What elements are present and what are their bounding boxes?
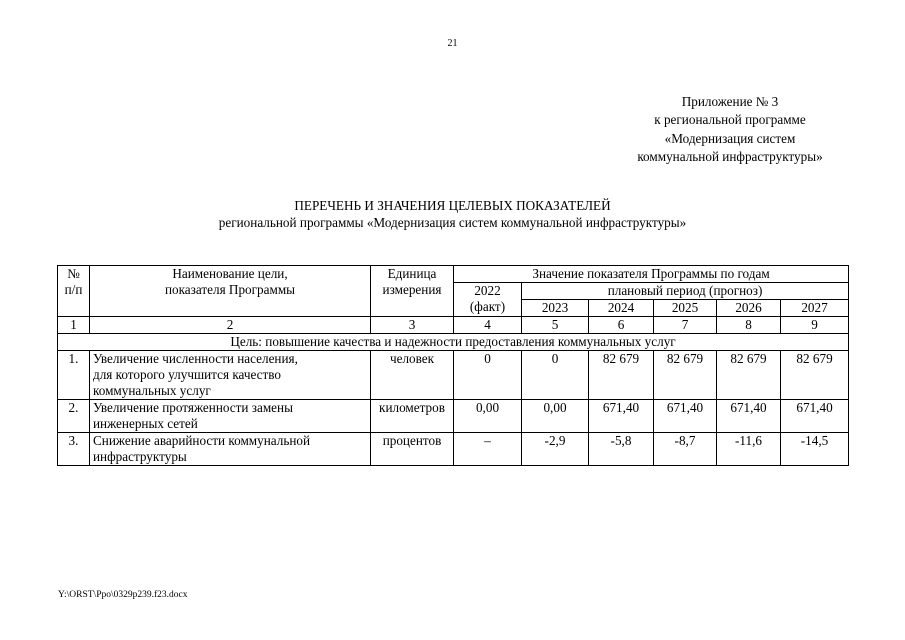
header-year: 2024 xyxy=(589,300,654,317)
appendix-line-2: к региональной программе xyxy=(654,112,806,128)
value-cell: 671,40 xyxy=(589,400,654,433)
page-number: 21 xyxy=(447,38,458,49)
value-cell: -5,8 xyxy=(589,433,654,466)
indicator-name: Снижение аварийности коммунальной инфраструктуры xyxy=(90,433,371,466)
document-title xyxy=(0,197,905,231)
column-number: 5 xyxy=(522,317,589,334)
indicator-name: Увеличение численности населения, для которого улучшится качество коммунальных услуг xyxy=(90,351,371,400)
table-row xyxy=(58,433,849,466)
column-number: 6 xyxy=(589,317,654,334)
header-name: Наименование цели, показателя Программы xyxy=(90,266,371,317)
goal-row xyxy=(58,334,849,351)
goal-cell: Цель: повышение качества и надежности предоставления коммунальных услуг xyxy=(58,334,849,351)
indicator-unit: процентов xyxy=(371,433,454,466)
document-title-main: ПЕРЕЧЕНЬ И ЗНАЧЕНИЯ ЦЕЛЕВЫХ ПОКАЗАТЕЛЕЙ xyxy=(294,198,611,213)
header-number: № п/п xyxy=(58,266,90,317)
header-fact-year: 2022 (факт) xyxy=(454,283,522,317)
column-number: 3 xyxy=(371,317,454,334)
appendix-line-4: коммунальной инфраструктуры» xyxy=(637,149,823,165)
value-cell: 82 679 xyxy=(717,351,781,400)
header-row-1 xyxy=(58,266,849,283)
document-title-sub: региональной программы «Модернизация систем коммунальной инфраструктуры» xyxy=(218,215,687,230)
value-cell: 0 xyxy=(522,351,589,400)
value-cell: -11,6 xyxy=(717,433,781,466)
indicator-name: Увеличение протяженности замены инженерных сетей xyxy=(90,400,371,433)
table-row xyxy=(58,351,849,400)
value-cell: – xyxy=(454,433,522,466)
value-cell: 82 679 xyxy=(781,351,849,400)
header-year: 2026 xyxy=(717,300,781,317)
table-row xyxy=(58,400,849,433)
header-year: 2025 xyxy=(654,300,717,317)
appendix-line-3: «Модернизация систем xyxy=(664,130,796,146)
column-numbers-row xyxy=(58,317,849,334)
header-planned-period: плановый период (прогноз) xyxy=(522,283,849,300)
value-cell: -2,9 xyxy=(522,433,589,466)
header-unit: Единица измерения xyxy=(371,266,454,317)
value-cell: 671,40 xyxy=(717,400,781,433)
value-cell: 82 679 xyxy=(654,351,717,400)
value-cell: 82 679 xyxy=(589,351,654,400)
column-number: 1 xyxy=(58,317,90,334)
column-number: 4 xyxy=(454,317,522,334)
header-year: 2023 xyxy=(522,300,589,317)
value-cell: -14,5 xyxy=(781,433,849,466)
file-path-footer: Y:\ORST\Ppo\0329p239.f23.docx xyxy=(58,590,188,600)
column-number: 2 xyxy=(90,317,371,334)
value-cell: 671,40 xyxy=(781,400,849,433)
row-number: 3. xyxy=(58,433,90,466)
column-number: 8 xyxy=(717,317,781,334)
row-number: 1. xyxy=(58,351,90,400)
indicators-table xyxy=(57,265,849,466)
column-number: 9 xyxy=(781,317,849,334)
value-cell: 0,00 xyxy=(522,400,589,433)
value-cell: 0,00 xyxy=(454,400,522,433)
indicator-unit: километров xyxy=(371,400,454,433)
row-number: 2. xyxy=(58,400,90,433)
header-year: 2027 xyxy=(781,300,849,317)
value-cell: 0 xyxy=(454,351,522,400)
indicator-unit: человек xyxy=(371,351,454,400)
value-cell: -8,7 xyxy=(654,433,717,466)
column-number: 7 xyxy=(654,317,717,334)
header-values-title: Значение показателя Программы по годам xyxy=(454,266,849,283)
value-cell: 671,40 xyxy=(654,400,717,433)
appendix-heading xyxy=(560,93,900,167)
appendix-line-1: Приложение № 3 xyxy=(681,94,779,109)
